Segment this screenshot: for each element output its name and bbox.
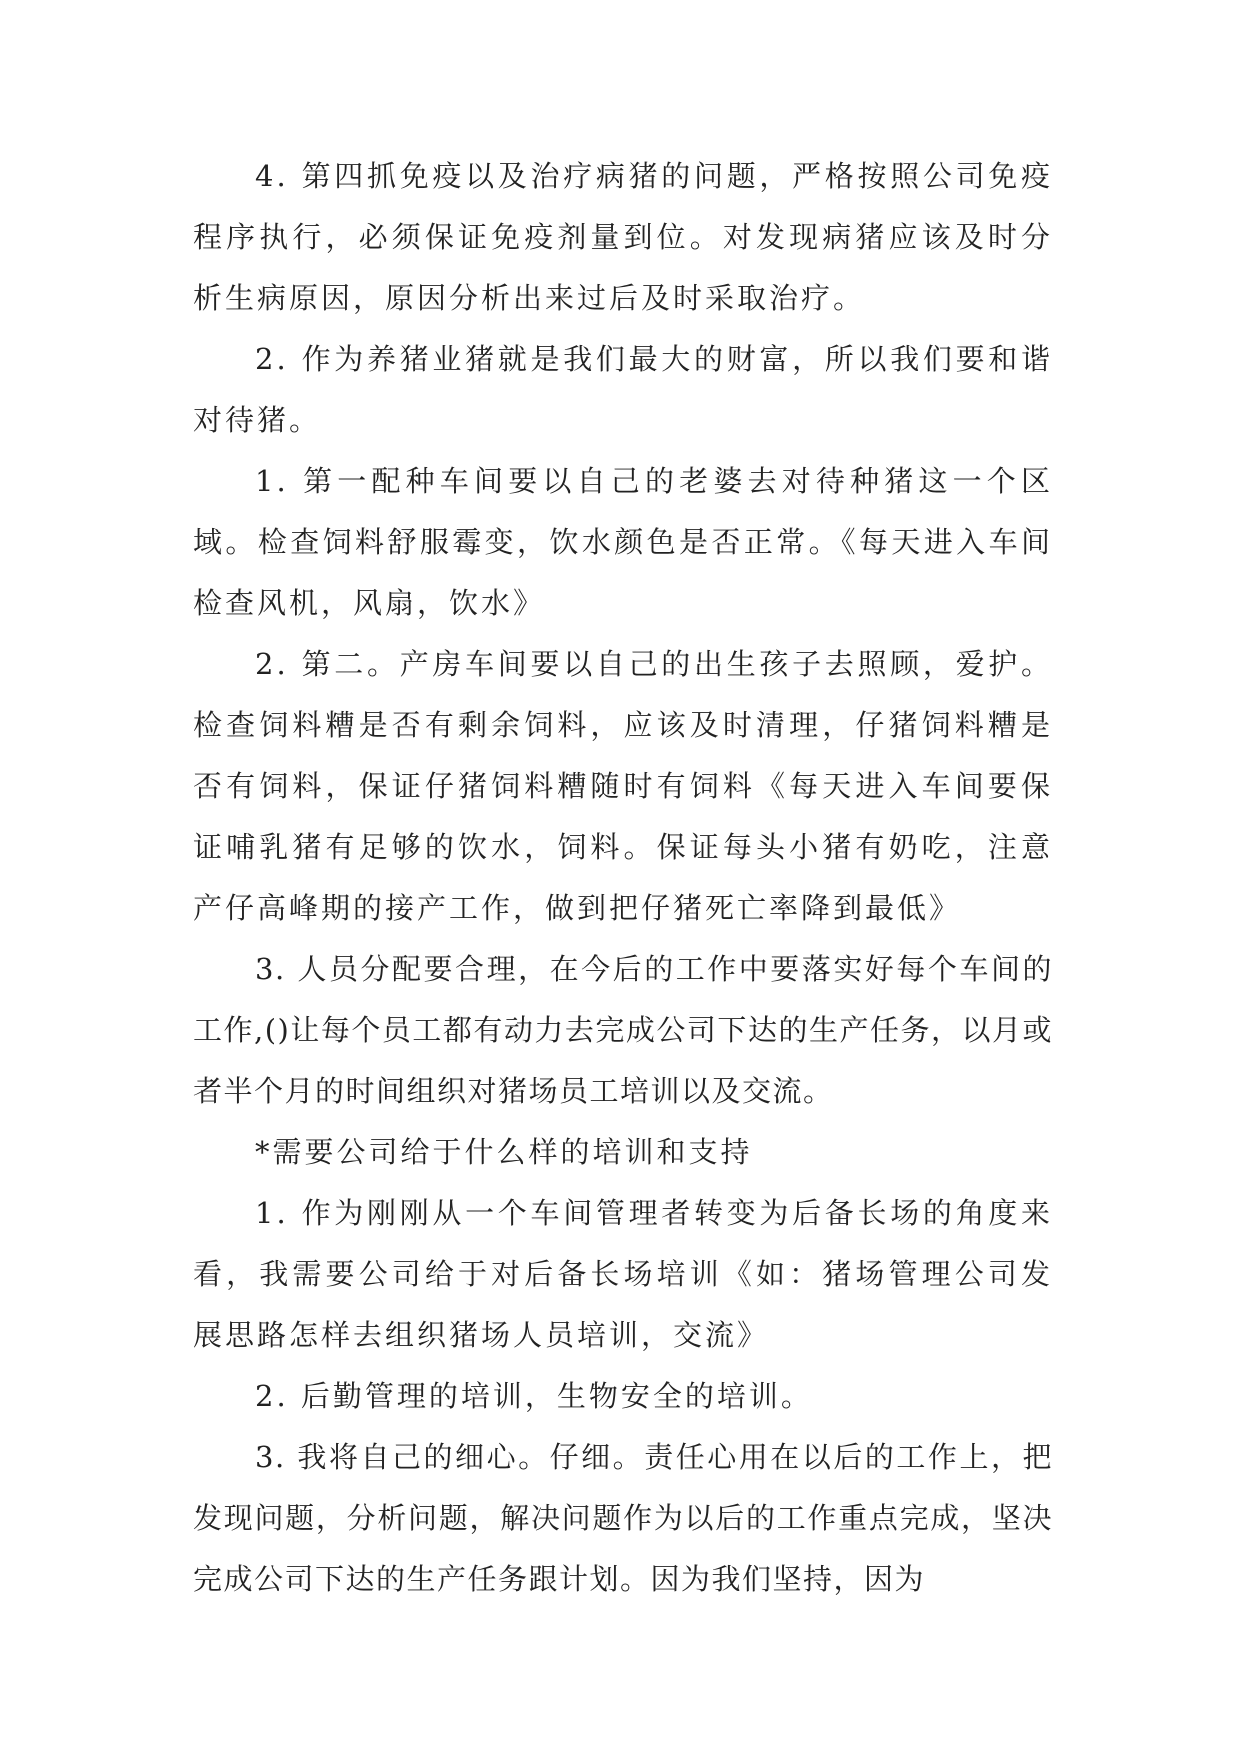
paragraph-training-need-2: 2. 后勤管理的培训，生物安全的培训。 [255, 1379, 813, 1413]
paragraph-immunization: 4. 第四抓免疫以及治疗病猪的问题，严格按照公司免疫程序执行，必须保证免疫剂量到位。对发现病猪应该及时分析生病原因，原因分析出来过后及时采取治疗。 [193, 159, 1053, 315]
paragraph-training-need-1: 1. 作为刚刚从一个车间管理者转变为后备长场的角度来看，我需要公司给于对后备长场培训《如：猪场管理公司发展思路怎样去组织猪场人员培训，交流》 [193, 1196, 1053, 1352]
paragraph-commitment: 3. 我将自己的细心。仔细。责任心用在以后的工作上，把发现问题，分析问题，解决问题作为以后的工作重点完成，坚决完成公司下达的生产任务跟计划。因为我们坚持，因为 [193, 1440, 1053, 1596]
paragraph-breeding-workshop: 1. 第一配种车间要以自己的老婆去对待种猪这一个区域。检查饲料舒服霉变，饮水颜色是否正常。《每天进入车间检查风机，风扇，饮水》 [193, 464, 1053, 620]
paragraph-training-heading: *需要公司给于什么样的培训和支持 [255, 1135, 753, 1169]
paragraph-treat-pigs: 2. 作为养猪业猪就是我们最大的财富，所以我们要和谐对待猪。 [193, 342, 1053, 437]
paragraph-farrowing-workshop: 2. 第二。产房车间要以自己的出生孩子去照顾，爱护。检查饲料糟是否有剩余饲料，应该及时清理，仔猪饲料糟是否有饲料，保证仔猪饲料糟随时有饲料《每天进入车间要保证哺乳猪有足够的饮水，饲料。保证每头小猪有奶吃，注意产仔高峰期的接产工作，做到把仔猪死亡率降到最低》 [193, 647, 1053, 925]
document-page [193, 146, 1053, 1610]
paragraph-staff-allocation: 3. 人员分配要合理，在今后的工作中要落实好每个车间的工作,()让每个员工都有动力去完成公司下达的生产任务，以月或者半个月的时间组织对猪场员工培训以及交流。 [193, 952, 1053, 1108]
